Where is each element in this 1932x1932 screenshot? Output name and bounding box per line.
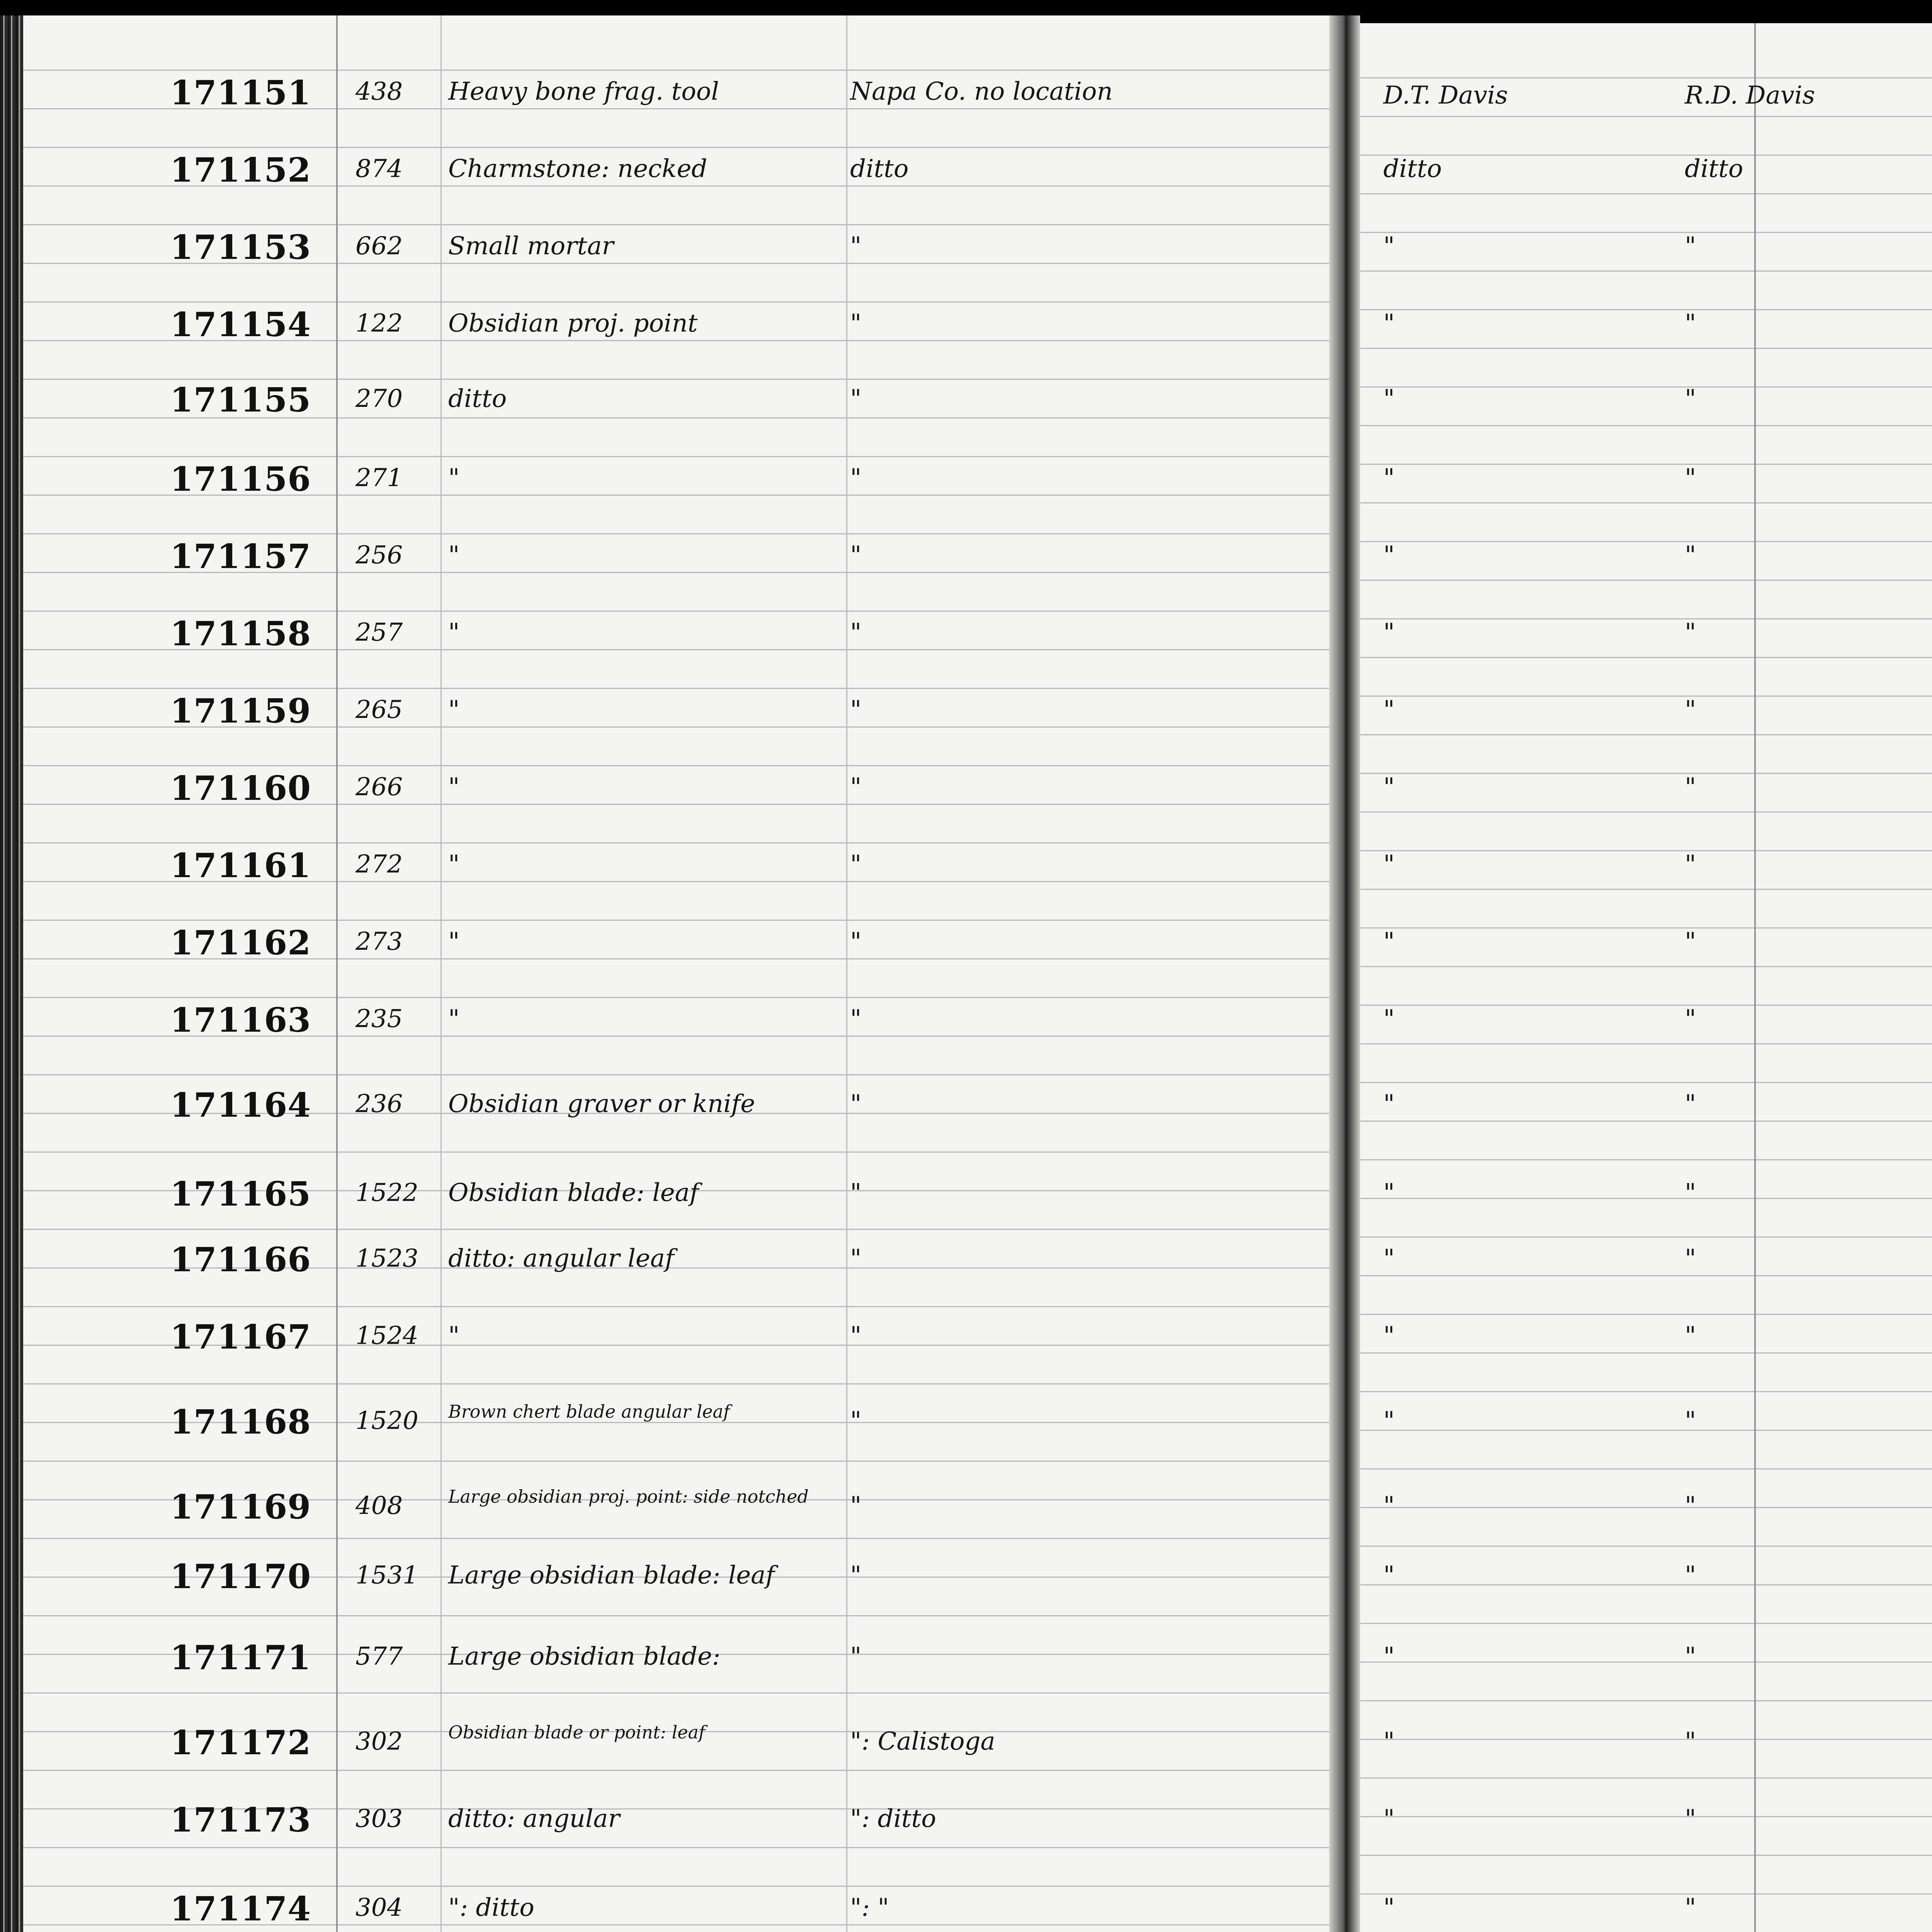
ruled-line: [1352, 1391, 1932, 1392]
donor: ": [1685, 618, 1696, 647]
ruled-line: [1352, 386, 1932, 388]
object-description: ": [448, 1005, 460, 1033]
collector: D.T. Davis: [1383, 81, 1508, 110]
ruled-line: [1352, 1623, 1932, 1624]
ruled-line: [1352, 1816, 1932, 1817]
ruled-line: [1352, 1777, 1932, 1779]
donor: ": [1685, 850, 1696, 879]
locality: ": [850, 1321, 862, 1350]
catalog-number: 171160: [170, 769, 311, 808]
catalog-number: 171153: [170, 228, 311, 267]
object-description: ": [448, 696, 460, 724]
ruled-line: [23, 1383, 1356, 1384]
ruled-line: [23, 1847, 1356, 1848]
catalog-number: 171155: [170, 381, 311, 420]
ruled-line: [23, 1151, 1356, 1153]
locality: ": [850, 1244, 862, 1273]
ruled-line: [1352, 1507, 1932, 1508]
object-description: Brown chert blade angular leaf: [448, 1401, 730, 1422]
field-number: 662: [355, 232, 403, 260]
field-number: 1531: [355, 1561, 418, 1590]
field-number: 874: [355, 155, 403, 183]
catalog-number: 171166: [170, 1240, 311, 1279]
donor: ": [1685, 1179, 1696, 1207]
collector: ": [1383, 232, 1395, 260]
book-gutter: [1329, 15, 1360, 1932]
locality: ": [850, 618, 862, 647]
ruled-line: [1352, 1546, 1932, 1547]
field-number: 303: [355, 1804, 403, 1833]
ruled-line: [23, 224, 1356, 225]
ruled-line: [23, 456, 1356, 457]
ruled-line: [1352, 425, 1932, 426]
locality: ": [850, 464, 862, 492]
ruled-line: [23, 1461, 1356, 1462]
donor: R.D. Davis: [1685, 81, 1815, 110]
field-number: 273: [355, 927, 403, 956]
field-number: 265: [355, 696, 403, 724]
object-description: Large obsidian proj. point: side notched: [448, 1486, 809, 1507]
collector: ": [1383, 850, 1395, 879]
ruled-line: [1352, 309, 1932, 310]
donor: ": [1685, 773, 1696, 801]
ruled-line: [1352, 1352, 1932, 1354]
catalog-number: 171158: [170, 614, 311, 653]
object-description: ": [448, 927, 460, 956]
locality: ": ": [850, 1893, 889, 1922]
ruled-line: [23, 842, 1356, 844]
object-description: ": [448, 850, 460, 879]
donor: ": [1685, 1804, 1696, 1833]
ruled-line: [1352, 1198, 1932, 1199]
object-description: ": [448, 541, 460, 570]
object-description: Obsidian graver or knife: [448, 1090, 755, 1118]
locality: ": [850, 696, 862, 724]
ruled-line: [1352, 1082, 1932, 1083]
field-number: 1520: [355, 1406, 418, 1435]
column-line: [846, 15, 847, 1932]
catalog-number: 171162: [170, 923, 311, 963]
ruled-line: [1352, 1468, 1932, 1469]
collector: ": [1383, 1727, 1395, 1756]
collector: ": [1383, 773, 1395, 801]
locality: ": [850, 1561, 862, 1590]
catalog-number: 171172: [170, 1723, 311, 1762]
locality: Napa Co. no location: [850, 77, 1113, 106]
field-number: 257: [355, 618, 403, 647]
ruled-line: [1352, 773, 1932, 774]
locality: ": [850, 1406, 862, 1435]
catalog-number: 171154: [170, 305, 311, 344]
donor: ": [1685, 1244, 1696, 1273]
ruled-line: [1352, 193, 1932, 194]
catalog-number: 171174: [170, 1889, 311, 1929]
donor: ditto: [1685, 155, 1743, 183]
ruled-line: [1352, 1584, 1932, 1585]
field-number: 577: [355, 1642, 403, 1671]
ruled-line: [23, 765, 1356, 766]
ruled-line: [23, 1538, 1356, 1539]
donor: ": [1685, 1321, 1696, 1350]
field-number: 236: [355, 1090, 403, 1118]
collector: ": [1383, 618, 1395, 647]
field-number: 266: [355, 773, 403, 801]
locality: ": [850, 773, 862, 801]
locality: ": [850, 384, 862, 413]
ruled-line: [23, 1306, 1356, 1307]
ruled-line: [1352, 1893, 1932, 1895]
collector: ": [1383, 1179, 1395, 1207]
object-description: Obsidian proj. point: [448, 309, 698, 338]
object-description: ": ditto: [448, 1893, 534, 1922]
catalog-number: 171167: [170, 1318, 311, 1357]
field-number: 302: [355, 1727, 403, 1756]
ruled-line: [1352, 1739, 1932, 1740]
field-number: 1524: [355, 1321, 418, 1350]
ruled-line: [23, 70, 1356, 71]
ruled-line: [23, 1886, 1356, 1887]
locality: ditto: [850, 155, 909, 183]
object-description: ": [448, 1321, 460, 1350]
locality: ": ditto: [850, 1804, 936, 1833]
field-number: 304: [355, 1893, 403, 1922]
donor: ": [1685, 232, 1696, 260]
ruled-line: [1352, 1275, 1932, 1276]
donor: ": [1685, 1090, 1696, 1118]
ruled-line: [1352, 580, 1932, 581]
field-number: 235: [355, 1005, 403, 1033]
collector: ": [1383, 464, 1395, 492]
column-line: [1754, 23, 1756, 1932]
collector: ": [1383, 1492, 1395, 1520]
ruled-line: [1352, 927, 1932, 929]
catalog-number: 171171: [170, 1638, 311, 1677]
locality: ": [850, 850, 862, 879]
ruled-line: [23, 1770, 1356, 1771]
ruled-line: [1352, 541, 1932, 542]
donor: ": [1685, 1406, 1696, 1435]
locality: ": [850, 1179, 862, 1207]
collector: ": [1383, 541, 1395, 570]
ruled-line: [1352, 966, 1932, 967]
collector: ": [1383, 1642, 1395, 1671]
ruled-line: [1352, 657, 1932, 658]
donor: ": [1685, 1642, 1696, 1671]
catalog-number: 171169: [170, 1488, 311, 1527]
donor: ": [1685, 541, 1696, 570]
ruled-line: [1352, 116, 1932, 117]
donor: ": [1685, 696, 1696, 724]
ruled-line: [23, 1615, 1356, 1616]
object-description: Large obsidian blade:: [448, 1642, 721, 1671]
ruled-line: [1352, 1159, 1932, 1160]
ruled-line: [1352, 1236, 1932, 1238]
ruled-line: [23, 688, 1356, 689]
ruled-line: [23, 611, 1356, 612]
ruled-line: [1352, 77, 1932, 78]
object-description: ditto: [448, 384, 507, 413]
locality: ": Calistoga: [850, 1727, 995, 1756]
right-page: [1352, 23, 1932, 1932]
ruled-line: [1352, 734, 1932, 735]
donor: ": [1685, 1893, 1696, 1922]
collector: ditto: [1383, 155, 1442, 183]
object-description: Charmstone: necked: [448, 155, 707, 183]
ruled-line: [1352, 232, 1932, 233]
locality: ": [850, 541, 862, 570]
ruled-line: [1352, 1662, 1932, 1663]
ruled-line: [1352, 502, 1932, 503]
field-number: 272: [355, 850, 403, 879]
collector: ": [1383, 1406, 1395, 1435]
ruled-line: [23, 301, 1356, 303]
catalog-number: 171164: [170, 1086, 311, 1125]
donor: ": [1685, 1727, 1696, 1756]
catalog-number: 171157: [170, 537, 311, 576]
object-description: ": [448, 773, 460, 801]
collector: ": [1383, 696, 1395, 724]
ruled-line: [1352, 1121, 1932, 1122]
ruled-line: [23, 920, 1356, 921]
catalog-number: 171163: [170, 1001, 311, 1040]
catalog-number: 171170: [170, 1557, 311, 1596]
field-number: 1522: [355, 1179, 418, 1207]
ruled-line: [1352, 889, 1932, 890]
donor: ": [1685, 1561, 1696, 1590]
object-description: Obsidian blade: leaf: [448, 1179, 699, 1207]
field-number: 438: [355, 77, 403, 106]
ruled-line: [23, 379, 1356, 380]
object-description: ": [448, 464, 460, 492]
collector: ": [1383, 1893, 1395, 1922]
ruled-line: [23, 147, 1356, 148]
ruled-line: [1352, 1700, 1932, 1701]
object-description: ditto: angular leaf: [448, 1244, 674, 1273]
collector: ": [1383, 309, 1395, 338]
ruled-line: [1352, 1855, 1932, 1856]
collector: ": [1383, 1244, 1395, 1273]
column-line: [440, 15, 442, 1932]
ruled-line: [1352, 1314, 1932, 1315]
field-number: 256: [355, 541, 403, 570]
ruled-line: [1352, 811, 1932, 813]
object-description: Heavy bone frag. tool: [448, 77, 719, 106]
ruled-line: [1352, 1043, 1932, 1044]
locality: ": [850, 1642, 862, 1671]
collector: ": [1383, 384, 1395, 413]
ruled-line: [1352, 270, 1932, 272]
ruled-line: [1352, 850, 1932, 851]
ruled-line: [1352, 1430, 1932, 1431]
collector: ": [1383, 1804, 1395, 1833]
collector: ": [1383, 1090, 1395, 1118]
donor: ": [1685, 309, 1696, 338]
object-description: Large obsidian blade: leaf: [448, 1561, 775, 1590]
catalog-number: 171156: [170, 460, 311, 499]
catalog-number: 171152: [170, 151, 311, 190]
field-number: 271: [355, 464, 403, 492]
locality: ": [850, 1090, 862, 1118]
ruled-line: [1352, 1005, 1932, 1006]
field-number: 408: [355, 1492, 403, 1520]
collector: ": [1383, 1321, 1395, 1350]
column-line: [336, 15, 338, 1932]
locality: ": [850, 1492, 862, 1520]
object-description: ": [448, 618, 460, 647]
catalog-number: 171151: [170, 73, 311, 112]
catalog-number: 171161: [170, 846, 311, 885]
object-description: Obsidian blade or point: leaf: [448, 1722, 705, 1743]
collector: ": [1383, 927, 1395, 956]
ruled-line: [23, 997, 1356, 998]
donor: ": [1685, 1492, 1696, 1520]
donor: ": [1685, 464, 1696, 492]
ruled-line: [1352, 618, 1932, 619]
collector: ": [1383, 1561, 1395, 1590]
ruled-line: [23, 533, 1356, 534]
ruled-line: [1352, 348, 1932, 349]
ruled-line: [23, 1692, 1356, 1694]
field-number: 1523: [355, 1244, 418, 1273]
catalog-number: 171165: [170, 1175, 311, 1214]
ruled-line: [23, 1229, 1356, 1230]
catalog-number: 171173: [170, 1801, 311, 1840]
collector: ": [1383, 1005, 1395, 1033]
object-description: Small mortar: [448, 232, 614, 260]
donor: ": [1685, 384, 1696, 413]
donor: ": [1685, 1005, 1696, 1033]
locality: ": [850, 309, 862, 338]
ruled-line: [1352, 696, 1932, 697]
catalog-number: 171159: [170, 692, 311, 731]
catalog-number: 171168: [170, 1403, 311, 1442]
locality: ": [850, 1005, 862, 1033]
ruled-line: [1352, 464, 1932, 465]
locality: ": [850, 232, 862, 260]
donor: ": [1685, 927, 1696, 956]
field-number: 122: [355, 309, 403, 338]
field-number: 270: [355, 384, 403, 413]
locality: ": [850, 927, 862, 956]
object-description: ditto: angular: [448, 1804, 620, 1833]
ruled-line: [23, 1074, 1356, 1075]
